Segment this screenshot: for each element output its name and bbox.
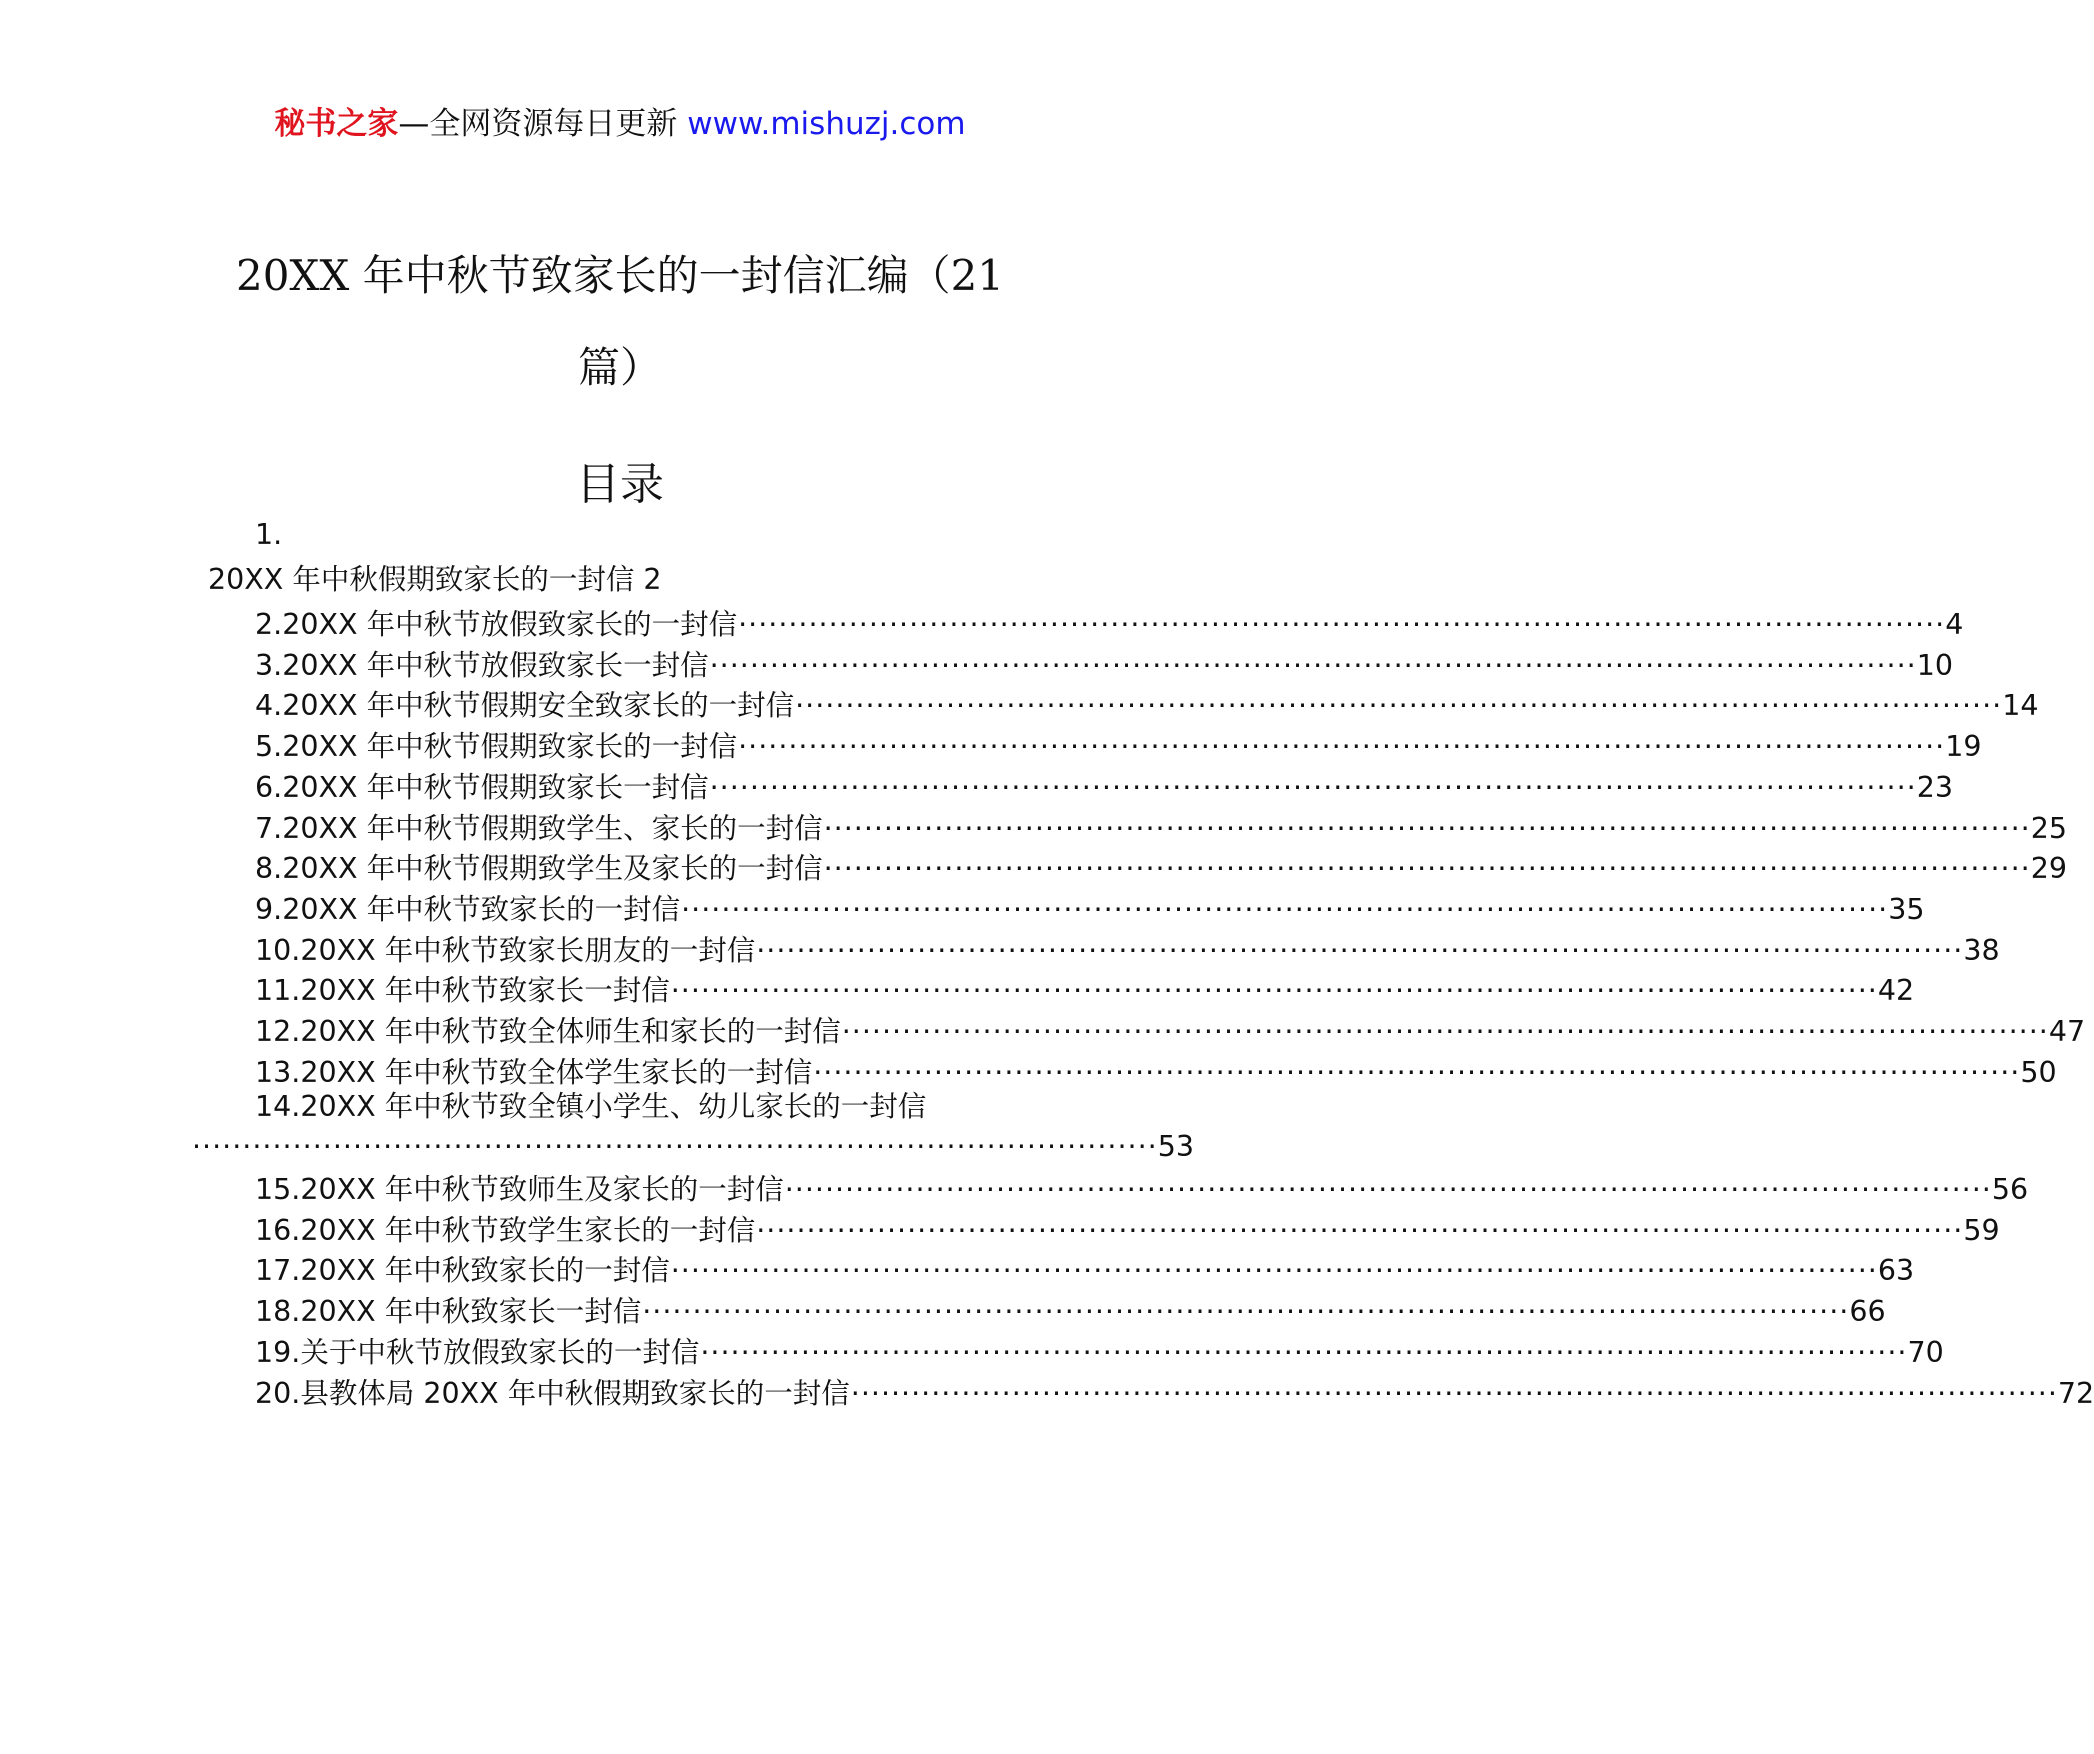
toc-entry-page: 19	[1945, 730, 1982, 764]
toc-entry-page: 56	[1991, 1173, 2029, 1206]
toc-entry-label: 10.20XX 年中秋节致家长朋友的一封信	[255, 933, 756, 967]
toc-entry-page: 63	[1877, 1254, 1915, 1288]
toc-item-14-text[interactable]: 14.20XX 年中秋节致全镇小学生、幼儿家长的一封信	[255, 1090, 927, 1123]
toc-leader-dots: ························································································································	[756, 933, 1964, 967]
toc-entry-label: 13.20XX 年中秋节致全体学生家长的一封信	[255, 1055, 813, 1089]
toc-entry[interactable]	[255, 1369, 2094, 1414]
toc-entry-label: 16.20XX 年中秋节致学生家长的一封信	[255, 1213, 756, 1247]
toc-item-14-leader[interactable]	[192, 1122, 1194, 1167]
toc-leader-dots: ························································································································	[850, 1376, 2058, 1410]
toc-entry-page: 59	[1963, 1213, 2000, 1247]
toc-leader-dots: ························································································································	[700, 1335, 1908, 1369]
toc-entry-label: 18.20XX 年中秋致家长一封信	[255, 1295, 642, 1329]
toc-entry-page: 25	[2030, 811, 2067, 845]
toc-entry-label: 19.关于中秋节放假致家长的一封信	[255, 1335, 700, 1369]
toc-entry-label: 17.20XX 年中秋致家长的一封信	[255, 1254, 670, 1288]
site-header	[0, 100, 1240, 148]
header-tagline: —全网资源每日更新	[398, 106, 688, 142]
toc-entry-label: 20.县教体局 20XX 年中秋假期致家长的一封信	[255, 1376, 850, 1410]
toc-entry-label: 4.20XX 年中秋节假期安全致家长的一封信	[255, 689, 795, 723]
toc-item-14-page: 53	[1157, 1130, 1194, 1163]
toc-entry-label: 8.20XX 年中秋节假期致学生及家长的一封信	[255, 852, 823, 886]
toc-entry-page: 23	[1916, 770, 1953, 804]
toc-entry-page: 14	[2002, 689, 2039, 723]
toc-entry-page: 72	[2057, 1376, 2094, 1410]
toc-entry[interactable]	[255, 681, 2039, 726]
toc-entry-label: 11.20XX 年中秋节致家长一封信	[255, 974, 670, 1008]
toc-entry-page: 50	[2020, 1055, 2057, 1089]
toc-entry[interactable]	[255, 1287, 1886, 1332]
toc-entry[interactable]	[255, 1007, 2086, 1052]
toc-entry[interactable]	[255, 641, 1953, 686]
toc-entry[interactable]	[255, 1246, 1915, 1291]
toc-leader-dots: ························································································································	[670, 974, 1878, 1008]
toc-entry-label: 5.20XX 年中秋节假期致家长的一封信	[255, 730, 738, 764]
toc-entry-label: 9.20XX 年中秋节致家长的一封信	[255, 892, 681, 926]
toc-entry[interactable]	[255, 763, 1953, 808]
toc-leader-dots: ························································································································	[841, 1015, 2049, 1048]
toc-entry-page: 42	[1877, 974, 1915, 1008]
toc-entry-page: 29	[2030, 852, 2067, 886]
toc-leader-dots: ························································································································	[813, 1055, 2021, 1089]
toc-entry-page: 10	[1916, 648, 1953, 682]
toc-entry[interactable]	[255, 1328, 1944, 1373]
toc-leader-dots: ························································································································	[681, 892, 1889, 926]
toc-entry-label: 3.20XX 年中秋节放假致家长一封信	[255, 648, 709, 682]
toc-entry[interactable]	[255, 722, 1982, 767]
toc-leader-dots: ························································································································	[823, 811, 2031, 845]
toc-leader-dots: ························································································································	[795, 689, 2003, 723]
toc-leader-dots: ························································································································	[642, 1295, 1850, 1329]
document-title	[0, 230, 1240, 414]
toc-entry-label: 15.20XX 年中秋节致师生及家长的一封信	[255, 1173, 784, 1206]
toc-leader-dots: ························································································································	[756, 1213, 1964, 1247]
toc-leader-dots: ························································································································	[784, 1173, 1992, 1206]
toc-entry-label: 2.20XX 年中秋节放假致家长的一封信	[255, 608, 738, 641]
toc-leader-dots: ························································································································	[709, 770, 1917, 804]
toc-leader-dots: ························································································································	[823, 852, 2031, 886]
brand-name: 秘书之家	[274, 106, 399, 142]
toc-entry-label: 7.20XX 年中秋节假期致学生、家长的一封信	[255, 811, 823, 845]
toc-leader-dots: ························································································································	[738, 608, 1946, 641]
site-url-link[interactable]: www.mishuzj.com	[687, 106, 966, 142]
toc-entry[interactable]	[255, 1206, 2000, 1251]
toc-entry-page: 47	[2048, 1015, 2086, 1048]
toc-item-1-number[interactable]: 1.	[255, 518, 283, 551]
toc-entry-page: 70	[1907, 1335, 1944, 1369]
toc-entry[interactable]	[255, 885, 1925, 930]
toc-leader-dots: ························································································································	[738, 730, 1946, 764]
toc-entry-label: 12.20XX 年中秋节致全体师生和家长的一封信	[255, 1015, 841, 1048]
toc-leader-dots: ························································································································	[670, 1254, 1878, 1288]
toc-entry[interactable]	[255, 926, 2000, 971]
toc-entry[interactable]	[255, 1048, 2057, 1093]
toc-entry-page: 4	[1945, 608, 1964, 641]
toc-entry-page: 38	[1963, 933, 2000, 967]
toc-entry[interactable]	[255, 804, 2067, 849]
toc-entry-page: 66	[1849, 1295, 1886, 1329]
title-line-1: 20XX 年中秋节致家长的一封信汇编（21	[235, 251, 1005, 300]
title-line-2: 篇）	[577, 343, 662, 392]
toc-entry[interactable]	[255, 600, 1964, 645]
toc-leader-dots: ································································································	[192, 1130, 1158, 1163]
toc-entry[interactable]	[255, 1165, 2029, 1210]
toc-entry-label: 6.20XX 年中秋节假期致家长一封信	[255, 770, 709, 804]
toc-entry-page: 35	[1888, 892, 1925, 926]
toc-leader-dots: ························································································································	[709, 648, 1917, 682]
toc-heading: 目录	[576, 459, 664, 510]
toc-item-1-text[interactable]: 20XX 年中秋假期致家长的一封信 2	[208, 563, 662, 596]
toc-entry[interactable]	[255, 966, 1915, 1011]
toc-entry[interactable]	[255, 844, 2067, 889]
